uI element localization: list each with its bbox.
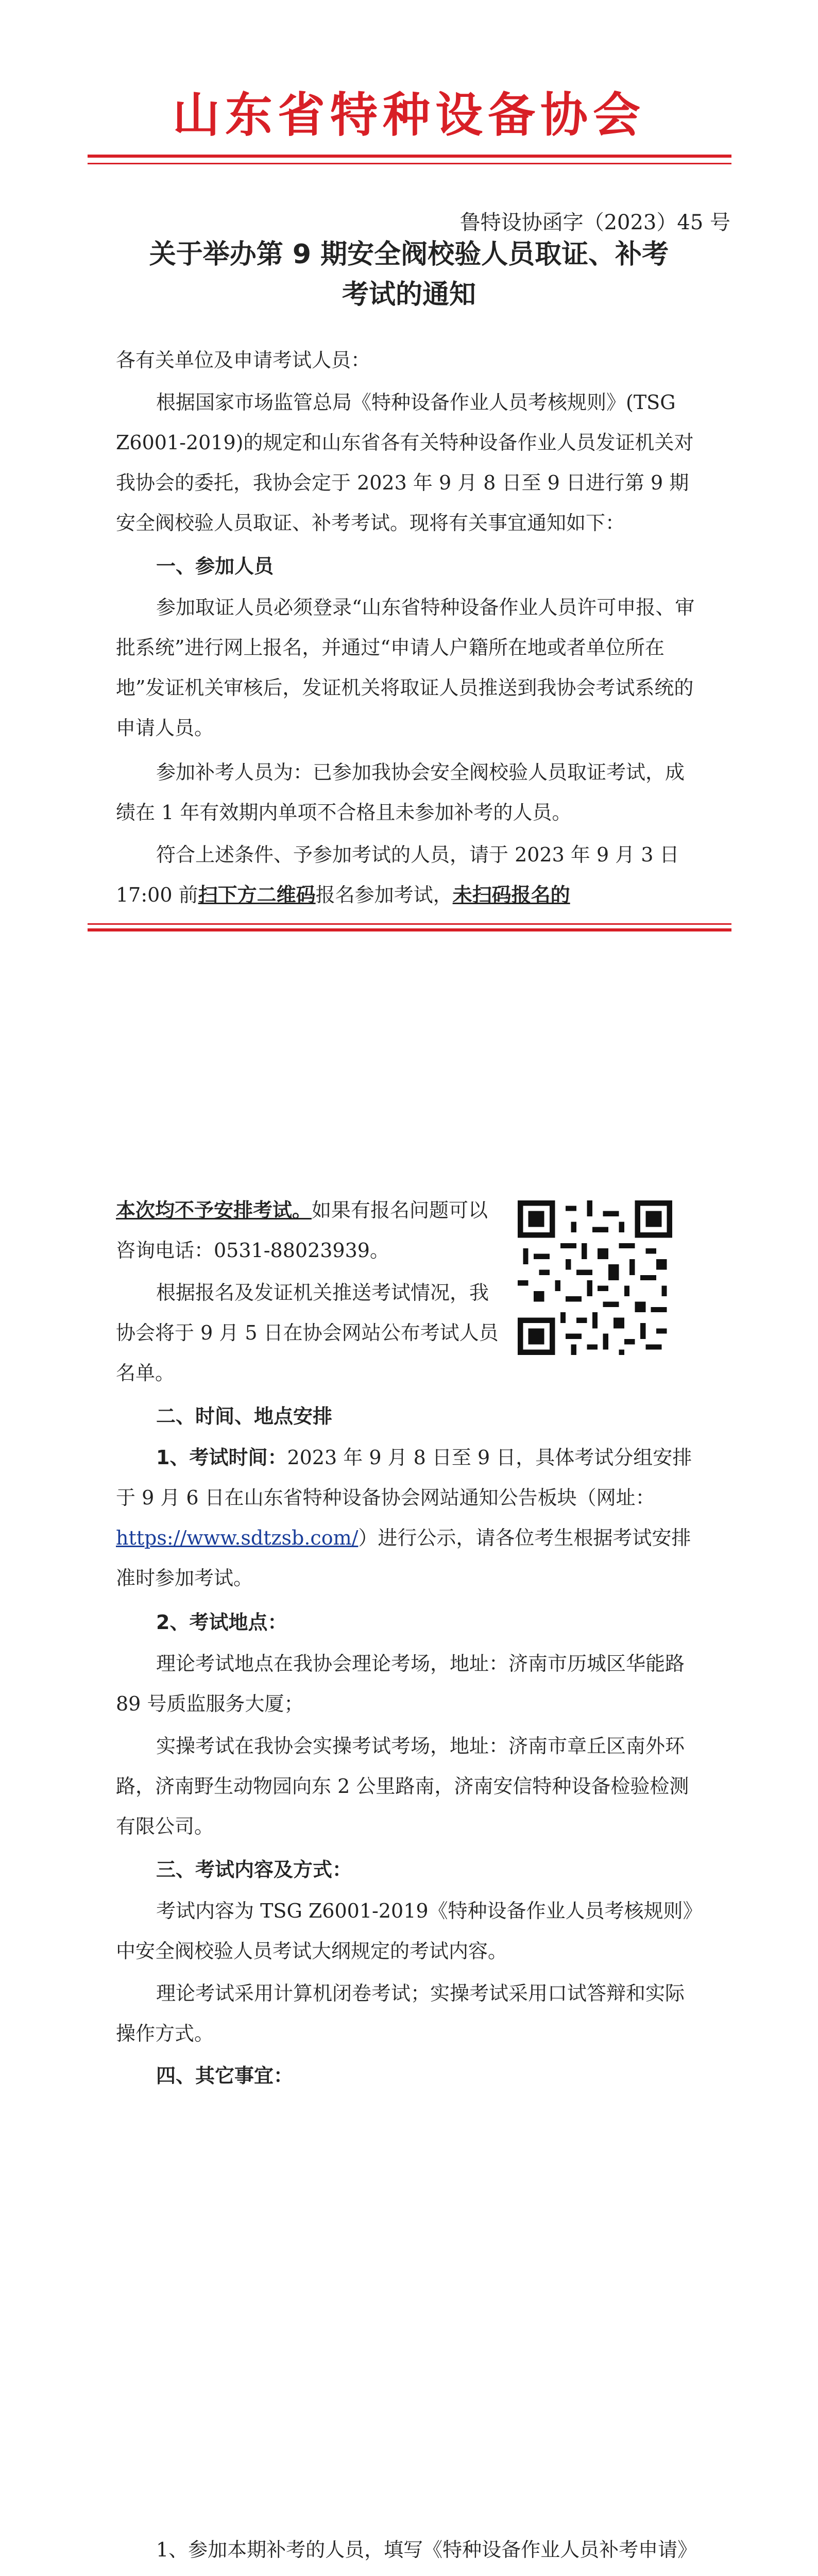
section1-paragraph3 [116,835,703,915]
s1p3-qr-instruction: 扫下方二维码 [198,884,316,906]
section3-title: 三、考试内容及方式： [156,1858,352,1881]
intro-paragraph: 根据国家市场监管总局《特种设备作业人员考核规则》(TSG Z6001-2019)的规定和山东省各有关特种设备作业人员发证机关对我协会的委托，我协会定于 2023 年 9 月 8 日至 9 日进行第 9 期安全阀校验人员取证、补考考试。现将有关事宜通知如下： [116,391,694,534]
s1p4-text: 如果有报名问题可以咨询电话：0531-88023939。 [116,1199,488,1262]
exam-time-label: 1、考试时间： [156,1446,287,1469]
section4-item1: 1、参加本期补考的人员，填写《特种设备作业人员补考申请》 [156,2538,697,2561]
exam-place-theory: 理论考试地点在我协会理论考场，地址：济南市历城区华能路 89 号质监服务大厦； [116,1652,685,1715]
registration-qr-code[interactable] [518,1200,672,1355]
doc-number: 鲁特设协函字（2023）45 号 [459,211,730,234]
page-break-rule [88,923,731,925]
association-website-link[interactable]: https://www.sdtzsb.com/ [116,1527,359,1549]
salutation: 各有关单位及申请考试人员： [116,349,371,371]
section2-time-paragraph [116,1437,703,1598]
section1-paragraph1: 参加取证人员必须登录“山东省特种设备作业人员许可申报、审批系统”进行网上报名，并通过“申请人户籍所在地或者单位所在地”发证机关审核后，发证机关将取证人员推送到我协会考试系统的申请人员。 [116,596,695,739]
exam-time-text: 2023 年 9 月 8 日至 9 日，具体考试分组安排于 9 月 6 日在山东省特种设备协会网站通知公告板块（网址： [116,1446,692,1509]
doc-title [103,234,715,315]
header-red-rule-thin [88,163,731,164]
section1-title: 一、参加人员 [156,555,274,578]
doc-title-line1: 关于举办第 9 期安全阀校验人员取证、补考 [149,239,669,270]
exam-time-text-end: ）进行公示，请各位考生根据考试安排准时参加考试。 [116,1527,691,1589]
exam-place-practical: 实操考试在我协会实操考试考场，地址：济南市章丘区南外环路，济南野生动物园向东 2 公里路南，济南安信特种设备检验检测有限公司。 [116,1735,689,1838]
page-break-rule-thick [88,928,731,931]
section3-paragraph1: 考试内容为 TSG Z6001-2019《特种设备作业人员考核规则》中安全阀校验人员考试大纲规定的考试内容。 [116,1900,703,1962]
s1p3-warning: 未扫码报名的 [452,884,570,906]
exam-place-label: 2、考试地点： [156,1611,287,1634]
s1p3-text: 符合上述条件、予参加考试的人员，请于 2023 年 9 月 3 日 17:00 前 [116,843,679,906]
doc-title-line2: 考试的通知 [342,279,476,310]
header-org-title: 山东省特种设备协会 [172,88,645,143]
qr-code-graphic [518,1200,672,1355]
header-red-rule [88,155,731,158]
section1-paragraph2: 参加补考人员为：已参加我协会安全阀校验人员取证考试，成绩在 1 年有效期内单项不合格且未参加补考的人员。 [116,761,685,824]
section2-title: 二、时间、地点安排 [156,1405,333,1428]
section1-paragraph5: 根据报名及发证机关推送考试情况，我协会将于 9 月 5 日在协会网站公布考试人员名单。 [116,1281,499,1384]
section1-paragraph4 [116,1190,507,1270]
section4-title: 四、其它事宜： [156,2064,294,2087]
section3-paragraph2: 理论考试采用计算机闭卷考试；实操考试采用口试答辩和实际操作方式。 [116,1982,685,2045]
s1p3-text2: 报名参加考试， [315,884,453,906]
s1p4-warning: 本次均不予安排考试。 [116,1199,312,1222]
